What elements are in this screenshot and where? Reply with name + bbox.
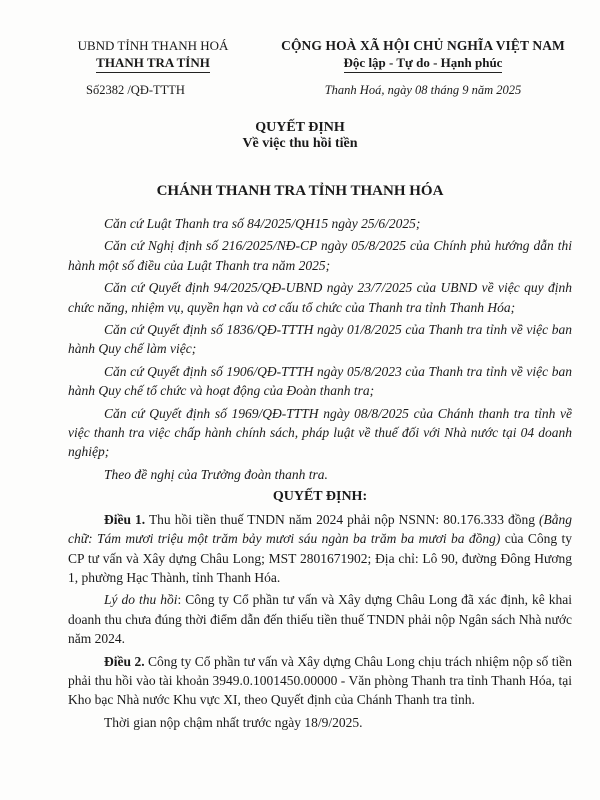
payment-deadline: Thời gian nộp chậm nhất trước ngày 18/9/2025. <box>104 714 363 730</box>
nation-name: CỘNG HOÀ XÃ HỘI CHỦ NGHĨA VIỆT NAM <box>281 38 565 53</box>
article-2-text: Công ty Cổ phần tư vấn và Xây dựng Châu Long chịu trách nhiệm nộp số tiền phải thu hồi vào tài khoản 3949.0.1001450.00000 - Văn phòng Thanh tra tỉnh Thanh Hóa, tại Kho bạc Nhà nước Khu vực XI, theo Quyết định của Chánh Thanh tra tỉnh. <box>68 653 572 708</box>
article-1-amount-words: (Bằng chữ: Tám mươi triệu một trăm bảy mươi sáu ngàn ba trăm ba mươi ba đồng) <box>68 511 573 547</box>
legal-basis-6: Căn cứ Quyết định số 1969/QĐ-TTTH ngày 08/8/2025 của Chánh thanh tra tỉnh về việc thanh tra việc chấp hành chính sách, pháp luật về thuế đối với Nhà nước tại 04 doanh nghiệp; <box>68 405 572 460</box>
document-number: Số2382 /QĐ-TTTH <box>86 83 185 97</box>
legal-basis-7: Theo đề nghị của Trưởng đoàn thanh tra. <box>104 466 328 482</box>
issuing-authority: CHÁNH THANH TRA TỈNH THANH HÓA <box>156 183 444 199</box>
article-1 <box>68 510 572 588</box>
document-subject: Về việc thu hồi tiền <box>242 136 358 151</box>
article-2-label: Điều 2. <box>104 653 145 669</box>
reason-text: : Công ty Cổ phần tư vấn và Xây dựng Châu Long đã xác định, kê khai doanh thu chưa đúng thời điểm dẫn đến thiếu tiền thuế TNDN phải nộp Ngân sách Nhà nước năm 2024. <box>68 592 572 647</box>
legal-basis-5: Căn cứ Quyết định số 1906/QĐ-TTTH ngày 05/8/2023 của Thanh tra tỉnh về việc ban hành Quy chế tổ chức và hoạt động của Đoàn thanh tra; <box>68 363 572 399</box>
reason-label: Lý do thu hồi <box>104 592 178 608</box>
document-title <box>0 120 600 152</box>
parent-agency: UBND TỈNH THANH HOÁ <box>77 38 229 53</box>
decision-heading: QUYẾT ĐỊNH: <box>272 489 368 505</box>
legal-basis-2: Căn cứ Nghị định số 216/2025/NĐ-CP ngày 05/8/2025 của Chính phủ hướng dẫn thi hành một số điều của Luật Thanh tra năm 2025; <box>68 238 572 273</box>
document-body <box>68 214 572 735</box>
legal-basis-4: Căn cứ Quyết định số 1836/QĐ-TTTH ngày 01/8/2025 của Thanh tra tỉnh về việc ban hành Quy chế làm việc; <box>68 322 572 357</box>
national-header-block <box>258 38 588 98</box>
article-1-text-a: Thu hồi tiền thuế TNDN năm 2024 phải nộp NSNN: 80.176.333 đồng <box>145 511 540 527</box>
date-line: Thanh Hoá, ngày 08 tháng 9 năm 2025 <box>324 83 522 97</box>
motto: Độc lập - Tự do - Hạnh phúc <box>344 55 503 73</box>
article-1-label: Điều 1. <box>104 511 146 527</box>
article-1-text-b: của Công ty CP tư vấn và Xây dựng Châu Long; MST 2801671902; Địa chỉ: Lô 90, đường Đông Hương 1, phường Hạc Thành, tỉnh Thanh Hóa. <box>68 531 572 585</box>
article-2 <box>68 652 572 710</box>
legal-basis-1: Căn cứ Luật Thanh tra số 84/2025/QH15 ngày 25/6/2025; <box>104 216 421 231</box>
document-type: QUYẾT ĐỊNH <box>255 120 345 135</box>
issuing-agency-block <box>58 38 248 98</box>
agency-name: THANH TRA TỈNH <box>96 55 210 73</box>
reason-paragraph <box>68 590 572 648</box>
legal-basis-3: Căn cứ Quyết định 94/2025/QĐ-UBND ngày 23/7/2025 của UBND về việc quy định chức năng, nhiệm vụ, quyền hạn và cơ cấu tổ chức của Thanh tra tỉnh Thanh Hóa; <box>68 280 572 315</box>
